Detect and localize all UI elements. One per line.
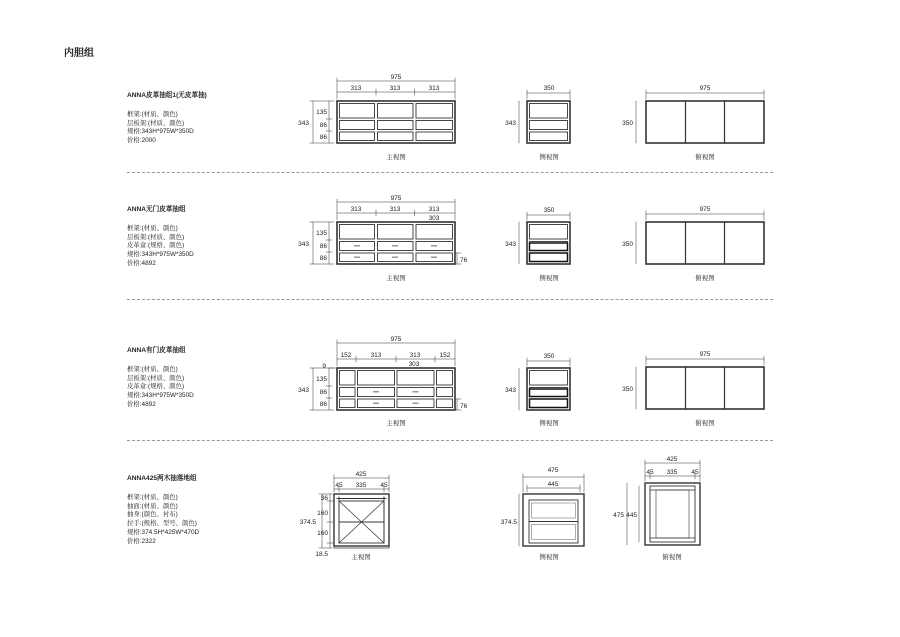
spec-line: 规格:374.5H*425W*470D xyxy=(127,528,200,536)
spec-line: 框架:(材质、颜色) xyxy=(127,110,178,118)
spec-line: 价格:2322 xyxy=(127,537,156,545)
dimension-label: 45 xyxy=(380,482,388,489)
dimension-label: 160 xyxy=(317,530,328,537)
spec-line: 框架:(材质、颜色) xyxy=(127,365,178,373)
view-label: 侧视图 xyxy=(539,554,559,561)
dimension-label: 313 xyxy=(409,352,421,359)
product-name: ANNA425两木抽落地组 xyxy=(127,475,197,482)
dimension-label: 343 xyxy=(298,120,309,127)
dimension-label: 313 xyxy=(350,206,362,213)
spec-line: 框架:(材质、颜色) xyxy=(127,224,178,232)
view-label: 俯视图 xyxy=(695,275,715,282)
spec-line: 价格:4892 xyxy=(127,400,156,408)
front-view-1 xyxy=(298,74,455,161)
dimension-label: 45 xyxy=(646,469,654,476)
dimension-label: 343 xyxy=(505,120,516,127)
view-label: 主视图 xyxy=(351,554,371,561)
view-label: 侧视图 xyxy=(539,154,559,161)
view-label: 主视图 xyxy=(386,154,406,161)
dimension-label: 475 xyxy=(613,512,624,519)
dimension-label: 350 xyxy=(622,241,633,248)
dimension-label: 313 xyxy=(350,85,362,92)
spec-line: 皮革盒:(规格、颜色) xyxy=(127,242,185,250)
dimension-label: 86 xyxy=(319,389,327,396)
dimension-label: 343 xyxy=(298,387,309,394)
side-view-4 xyxy=(501,467,584,561)
dimension-label: 152 xyxy=(340,352,352,359)
view-label: 主视图 xyxy=(386,420,406,427)
spec-line: 层板架:(材质、颜色) xyxy=(127,374,185,382)
dimension-label: 160 xyxy=(317,510,328,517)
dimension-label: 9 xyxy=(322,363,326,370)
dimension-label: 975 xyxy=(699,85,711,92)
spec-line: 层板架:(材质、颜色) xyxy=(127,119,185,127)
dimension-label: 313 xyxy=(389,206,401,213)
view-label: 侧视图 xyxy=(539,420,559,427)
dimension-label: 76 xyxy=(460,257,468,264)
spec-line: 皮革盒:(规格、颜色) xyxy=(127,383,185,391)
dimension-label: 313 xyxy=(428,85,440,92)
spec-line: 层板架:(材质、颜色) xyxy=(127,233,185,241)
product-name: ANNA有门皮革抽组 xyxy=(127,347,186,354)
dimension-label: 425 xyxy=(666,456,678,463)
front-view-4 xyxy=(300,471,389,561)
dimension-label: 975 xyxy=(390,74,402,81)
spec-line: 规格:343H*975W*350D xyxy=(127,392,194,400)
spec-line: 抽面:(材质、颜色) xyxy=(127,502,178,510)
dimension-label: 313 xyxy=(370,352,382,359)
dimension-label: 975 xyxy=(390,195,402,202)
dimension-label: 335 xyxy=(666,469,678,476)
spec-line: 价格:4892 xyxy=(127,259,156,267)
view-label: 俯视图 xyxy=(662,554,682,561)
product-name: ANNA无门皮革抽组 xyxy=(127,206,186,213)
dimension-label: 350 xyxy=(543,207,555,214)
top-view-1 xyxy=(622,85,764,161)
dimension-label: 152 xyxy=(439,352,451,359)
dimension-label: 86 xyxy=(319,134,327,141)
side-view-2 xyxy=(505,207,570,282)
dimension-label: 343 xyxy=(505,387,516,394)
side-view-1 xyxy=(505,85,570,161)
side-view-3 xyxy=(505,353,570,427)
view-label: 主视图 xyxy=(386,275,406,282)
dimension-label: 350 xyxy=(622,120,633,127)
dimension-label: 45 xyxy=(335,482,343,489)
view-label: 侧视图 xyxy=(539,275,559,282)
dimension-label: 350 xyxy=(543,85,555,92)
dimension-label: 86 xyxy=(319,401,327,408)
dimension-label: 975 xyxy=(699,206,711,213)
dimension-label: 975 xyxy=(390,336,402,343)
dimension-label: 36 xyxy=(320,495,328,502)
top-view-2 xyxy=(622,206,764,282)
view-label: 俯视图 xyxy=(695,420,715,427)
top-view-4 xyxy=(613,456,700,561)
dimension-label: 313 xyxy=(389,85,401,92)
dimension-label: 45 xyxy=(691,469,699,476)
dimension-label: 425 xyxy=(355,471,367,478)
dimension-label: 445 xyxy=(626,512,637,519)
dimension-label: 303 xyxy=(408,361,420,368)
dimension-label: 76 xyxy=(460,403,468,410)
front-view-3 xyxy=(298,336,467,427)
dimension-label: 343 xyxy=(298,241,309,248)
page-title: 内胆组 xyxy=(64,48,94,59)
spec-line: 框架:(材质、颜色) xyxy=(127,493,178,501)
dimension-label: 335 xyxy=(355,482,367,489)
dimension-label: 350 xyxy=(622,386,633,393)
dimension-label: 86 xyxy=(319,255,327,262)
dimension-label: 135 xyxy=(316,230,327,237)
product-name: ANNA皮革抽组1(无皮革抽) xyxy=(127,92,207,99)
dimension-label: 313 xyxy=(428,206,440,213)
dimension-label: 135 xyxy=(316,109,327,116)
dimension-label: 303 xyxy=(428,215,440,222)
dimension-label: 343 xyxy=(505,241,516,248)
spec-line: 价格:2000 xyxy=(127,137,156,145)
top-view-3 xyxy=(622,351,764,427)
dimension-label: 975 xyxy=(699,351,711,358)
front-view-2 xyxy=(298,195,467,282)
dimension-label: 86 xyxy=(319,122,327,129)
spec-line: 抽身:(颜色、衬布) xyxy=(127,511,178,519)
dimension-label: 374.5 xyxy=(500,519,517,526)
dimension-label: 350 xyxy=(543,353,555,360)
spec-line: 规格:343H*975W*350D xyxy=(127,128,194,136)
dimension-label: 135 xyxy=(316,376,327,383)
dimension-label: 374.5 xyxy=(299,519,316,526)
dimension-label: 86 xyxy=(319,243,327,250)
dimension-label: 18.5 xyxy=(315,551,328,558)
spec-line: 规格:343H*975W*350D xyxy=(127,251,194,259)
view-label: 俯视图 xyxy=(695,154,715,161)
dimension-label: 445 xyxy=(547,481,559,488)
dimension-label: 475 xyxy=(547,467,559,474)
spec-line: 拉手:(规格、型号、颜色) xyxy=(127,520,197,528)
